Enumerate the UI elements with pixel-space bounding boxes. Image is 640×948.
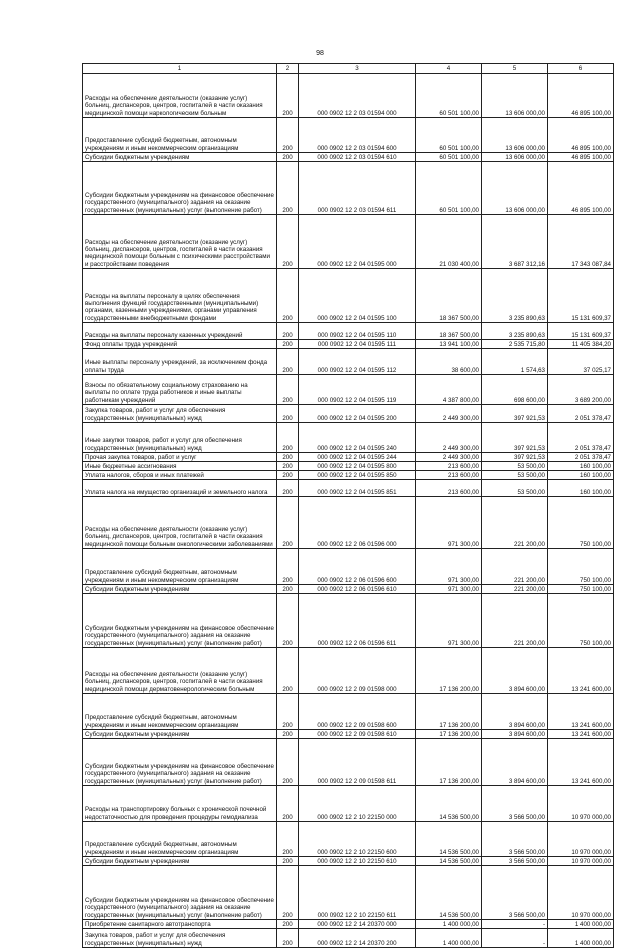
- row-unexecuted-cell: 15 131 609,37: [548, 269, 614, 323]
- row-unexecuted-cell: 2 051 378,47: [548, 405, 614, 423]
- row-code-cell: 200: [277, 375, 299, 405]
- row-executed-cell: -: [482, 929, 548, 948]
- row-code-cell: 200: [277, 920, 299, 929]
- row-approved-cell: 17 136 200,00: [416, 730, 482, 739]
- row-executed-cell: 2 535 715,80: [482, 340, 548, 349]
- table-row: [83, 648, 614, 694]
- row-executed-cell: 221 200,00: [482, 549, 548, 585]
- row-unexecuted-cell: 10 970 000,00: [548, 822, 614, 857]
- row-name-cell: Иные бюджетные ассигнования: [83, 462, 277, 471]
- row-approved-cell: 14 536 500,00: [416, 822, 482, 857]
- row-approved-cell: 18 367 500,00: [416, 269, 482, 323]
- row-unexecuted-cell: 160 100,00: [548, 480, 614, 497]
- row-kbk-cell: 000 0902 12 2 09 01598 611: [299, 739, 416, 786]
- row-name-cell: Иные выплаты персоналу учреждений, за исключением фонда оплаты труда: [83, 349, 277, 375]
- row-code-cell: 200: [277, 405, 299, 423]
- row-name-cell: Субсидии бюджетным учреждениям на финансовое обеспечение государственного (муниципального) задания на оказание государственных (муниципальных) услуг (выполнение работ): [83, 866, 277, 920]
- table-row: [83, 730, 614, 739]
- table-row: [83, 549, 614, 585]
- row-approved-cell: 1 400 000,00: [416, 929, 482, 948]
- row-executed-cell: 3 566 500,00: [482, 857, 548, 866]
- row-executed-cell: 13 606 000,00: [482, 74, 548, 118]
- row-code-cell: 200: [277, 349, 299, 375]
- row-unexecuted-cell: 2 051 378,47: [548, 423, 614, 453]
- row-unexecuted-cell: 15 131 609,37: [548, 323, 614, 340]
- row-unexecuted-cell: 13 241 600,00: [548, 739, 614, 786]
- row-unexecuted-cell: 10 970 000,00: [548, 786, 614, 822]
- row-approved-cell: 13 941 100,00: [416, 340, 482, 349]
- row-executed-cell: 13 606 000,00: [482, 162, 548, 215]
- row-kbk-cell: 000 0902 12 2 04 01595 850: [299, 471, 416, 480]
- table-row: [83, 74, 614, 118]
- row-unexecuted-cell: 46 895 100,00: [548, 74, 614, 118]
- row-executed-cell: 698 600,00: [482, 375, 548, 405]
- row-code-cell: 200: [277, 215, 299, 269]
- row-name-cell: Предоставление субсидий бюджетным, автономным учреждениям и иным некоммерческим организациям: [83, 549, 277, 585]
- row-name-cell: Субсидии бюджетным учреждениям: [83, 585, 277, 594]
- row-unexecuted-cell: 13 241 600,00: [548, 648, 614, 694]
- row-approved-cell: 2 449 300,00: [416, 405, 482, 423]
- row-executed-cell: 397 921,53: [482, 423, 548, 453]
- page-number: 98: [316, 50, 324, 57]
- row-executed-cell: 3 566 500,00: [482, 866, 548, 920]
- row-executed-cell: 53 500,00: [482, 480, 548, 497]
- row-name-cell: Расходы на обеспечение деятельности (оказание услуг) больниц, диспансеров, центров, госпиталей в части оказания медицинской помощи наркологическим больным: [83, 74, 277, 118]
- row-kbk-cell: 000 0902 12 2 04 01595 000: [299, 215, 416, 269]
- row-kbk-cell: 000 0902 12 2 03 01594 600: [299, 118, 416, 153]
- row-code-cell: 200: [277, 822, 299, 857]
- row-code-cell: 200: [277, 162, 299, 215]
- table-row: [83, 471, 614, 480]
- table-row: [83, 866, 614, 920]
- row-approved-cell: 60 501 100,00: [416, 153, 482, 162]
- row-kbk-cell: 000 0902 12 2 06 01596 610: [299, 585, 416, 594]
- row-code-cell: 200: [277, 471, 299, 480]
- row-approved-cell: 2 449 300,00: [416, 423, 482, 453]
- row-approved-cell: 60 501 100,00: [416, 118, 482, 153]
- table-row: [83, 739, 614, 786]
- row-code-cell: 200: [277, 585, 299, 594]
- row-name-cell: Уплата налогов, сборов и иных платежей: [83, 471, 277, 480]
- table-row: [83, 822, 614, 857]
- row-kbk-cell: 000 0902 12 2 04 01595 800: [299, 462, 416, 471]
- row-approved-cell: 2 449 300,00: [416, 453, 482, 462]
- row-code-cell: 200: [277, 323, 299, 340]
- row-unexecuted-cell: 13 241 600,00: [548, 730, 614, 739]
- row-unexecuted-cell: 3 689 200,00: [548, 375, 614, 405]
- row-executed-cell: 221 200,00: [482, 497, 548, 549]
- row-kbk-cell: 000 0902 12 2 03 01594 000: [299, 74, 416, 118]
- row-kbk-cell: 000 0902 12 2 04 01595 240: [299, 423, 416, 453]
- row-code-cell: 200: [277, 453, 299, 462]
- row-executed-cell: -: [482, 920, 548, 929]
- row-executed-cell: 3 687 312,16: [482, 215, 548, 269]
- row-code-cell: 200: [277, 594, 299, 648]
- row-code-cell: 200: [277, 269, 299, 323]
- column-header: 3: [299, 64, 416, 74]
- row-kbk-cell: 000 0902 12 2 10 22150 610: [299, 857, 416, 866]
- row-code-cell: 200: [277, 462, 299, 471]
- row-name-cell: Предоставление субсидий бюджетным, автономным учреждениям и иным некоммерческим организациям: [83, 822, 277, 857]
- row-kbk-cell: 000 0902 12 2 09 01598 610: [299, 730, 416, 739]
- row-kbk-cell: 000 0902 12 2 10 22150 000: [299, 786, 416, 822]
- row-unexecuted-cell: 1 400 000,00: [548, 929, 614, 948]
- budget-table: [82, 63, 614, 948]
- column-header: 5: [482, 64, 548, 74]
- row-code-cell: 200: [277, 739, 299, 786]
- table-row: [83, 405, 614, 423]
- row-executed-cell: 53 500,00: [482, 471, 548, 480]
- row-executed-cell: 3 894 600,00: [482, 648, 548, 694]
- row-name-cell: Субсидии бюджетным учреждениям: [83, 153, 277, 162]
- row-executed-cell: 3 894 600,00: [482, 739, 548, 786]
- row-name-cell: Иные закупки товаров, работ и услуг для обеспечения государственных (муниципальных) нужд: [83, 423, 277, 453]
- row-name-cell: Предоставление субсидий бюджетным, автономным учреждениям и иным некоммерческим организациям: [83, 694, 277, 730]
- row-kbk-cell: 000 0902 12 2 06 01596 611: [299, 594, 416, 648]
- row-name-cell: Закупка товаров, работ и услуг для обеспечения государственных (муниципальных) нужд: [83, 929, 277, 948]
- row-kbk-cell: 000 0902 12 2 04 01595 112: [299, 349, 416, 375]
- row-name-cell: Расходы на обеспечение деятельности (оказание услуг) больниц, диспансеров, центров, госпиталей в части оказания медицинской помощи больным онкологическими заболеваниями: [83, 497, 277, 549]
- row-code-cell: 200: [277, 549, 299, 585]
- column-header: 6: [548, 64, 614, 74]
- row-unexecuted-cell: 17 343 087,84: [548, 215, 614, 269]
- table-row: [83, 480, 614, 497]
- row-name-cell: Уплата налога на имущество организаций и земельного налога: [83, 480, 277, 497]
- row-approved-cell: 21 030 400,00: [416, 215, 482, 269]
- row-executed-cell: 3 566 500,00: [482, 786, 548, 822]
- row-name-cell: Расходы на транспортировку больных с хронической почечной недостаточностью для проведения процедуры гемодиализа: [83, 786, 277, 822]
- row-executed-cell: 221 200,00: [482, 585, 548, 594]
- row-approved-cell: 213 600,00: [416, 471, 482, 480]
- table-row: [83, 323, 614, 340]
- row-name-cell: Расходы на обеспечение деятельности (оказание услуг) больниц, диспансеров, центров, госпиталей в части оказания медицинской помощи больным с психическими расстройствами и расстройствами поведения: [83, 215, 277, 269]
- row-executed-cell: 3 235 890,63: [482, 269, 548, 323]
- row-unexecuted-cell: 2 051 378,47: [548, 453, 614, 462]
- column-header: 1: [83, 64, 277, 74]
- row-kbk-cell: 000 0902 12 2 04 01595 111: [299, 340, 416, 349]
- row-approved-cell: 213 600,00: [416, 462, 482, 471]
- row-kbk-cell: 000 0902 12 2 04 01595 119: [299, 375, 416, 405]
- row-name-cell: Субсидии бюджетным учреждениям на финансовое обеспечение государственного (муниципального) задания на оказание государственных (муниципальных) услуг (выполнение работ): [83, 739, 277, 786]
- table-row: [83, 453, 614, 462]
- row-kbk-cell: 000 0902 12 2 06 01596 000: [299, 497, 416, 549]
- row-name-cell: Предоставление субсидий бюджетным, автономным учреждениям и иным некоммерческим организациям: [83, 118, 277, 153]
- row-name-cell: Субсидии бюджетным учреждениям: [83, 730, 277, 739]
- row-approved-cell: 14 536 500,00: [416, 857, 482, 866]
- row-name-cell: Расходы на обеспечение деятельности (оказание услуг) больниц, диспансеров, центров, госпиталей в части оказания медицинской помощи дерматовенерологическим больным: [83, 648, 277, 694]
- row-kbk-cell: 000 0902 12 2 04 01595 110: [299, 323, 416, 340]
- row-kbk-cell: 000 0902 12 2 03 01594 611: [299, 162, 416, 215]
- row-approved-cell: 971 300,00: [416, 594, 482, 648]
- table-row: [83, 920, 614, 929]
- row-executed-cell: 221 200,00: [482, 594, 548, 648]
- row-name-cell: Расходы на выплаты персоналу в целях обеспечения выполнения функций государственными (муниципальными) органами, казенными учреждениями, органами управления государственными внебюджетными фондами: [83, 269, 277, 323]
- row-code-cell: 200: [277, 857, 299, 866]
- row-executed-cell: 3 894 600,00: [482, 730, 548, 739]
- table-row: [83, 423, 614, 453]
- row-kbk-cell: 000 0902 12 2 06 01596 600: [299, 549, 416, 585]
- row-approved-cell: 17 136 200,00: [416, 648, 482, 694]
- row-code-cell: 200: [277, 497, 299, 549]
- row-executed-cell: 53 500,00: [482, 462, 548, 471]
- row-unexecuted-cell: 750 100,00: [548, 497, 614, 549]
- row-kbk-cell: 000 0902 12 2 14 20370 200: [299, 929, 416, 948]
- row-unexecuted-cell: 10 970 000,00: [548, 866, 614, 920]
- row-executed-cell: 1 574,63: [482, 349, 548, 375]
- row-kbk-cell: 000 0902 12 2 09 01598 000: [299, 648, 416, 694]
- row-unexecuted-cell: 160 100,00: [548, 462, 614, 471]
- row-unexecuted-cell: 160 100,00: [548, 471, 614, 480]
- table-row: [83, 349, 614, 375]
- row-approved-cell: 1 400 000,00: [416, 920, 482, 929]
- row-kbk-cell: 000 0902 12 2 04 01595 100: [299, 269, 416, 323]
- row-unexecuted-cell: 750 100,00: [548, 594, 614, 648]
- row-name-cell: Приобретение санитарного автотранспорта: [83, 920, 277, 929]
- row-approved-cell: 971 300,00: [416, 549, 482, 585]
- row-unexecuted-cell: 13 241 600,00: [548, 694, 614, 730]
- table-row: [83, 594, 614, 648]
- row-approved-cell: 971 300,00: [416, 497, 482, 549]
- row-unexecuted-cell: 46 895 100,00: [548, 153, 614, 162]
- row-executed-cell: 397 921,53: [482, 405, 548, 423]
- row-executed-cell: 3 894 600,00: [482, 694, 548, 730]
- row-code-cell: 200: [277, 929, 299, 948]
- table-row: [83, 497, 614, 549]
- row-unexecuted-cell: 10 970 000,00: [548, 857, 614, 866]
- row-executed-cell: 13 606 000,00: [482, 153, 548, 162]
- row-unexecuted-cell: 11 405 384,20: [548, 340, 614, 349]
- row-unexecuted-cell: 46 895 100,00: [548, 118, 614, 153]
- table-body: [83, 74, 614, 948]
- table-row: [83, 462, 614, 471]
- row-unexecuted-cell: 46 895 100,00: [548, 162, 614, 215]
- table-row: [83, 269, 614, 323]
- row-code-cell: 200: [277, 648, 299, 694]
- row-approved-cell: 17 136 200,00: [416, 739, 482, 786]
- row-approved-cell: 14 536 500,00: [416, 866, 482, 920]
- column-header: 4: [416, 64, 482, 74]
- row-approved-cell: 971 300,00: [416, 585, 482, 594]
- row-approved-cell: 14 536 500,00: [416, 786, 482, 822]
- row-code-cell: 200: [277, 786, 299, 822]
- row-name-cell: Субсидии бюджетным учреждениям на финансовое обеспечение государственного (муниципального) задания на оказание государственных (муниципальных) услуг (выполнение работ): [83, 594, 277, 648]
- row-unexecuted-cell: 1 400 000,00: [548, 920, 614, 929]
- row-unexecuted-cell: 750 100,00: [548, 549, 614, 585]
- row-name-cell: Расходы на выплаты персоналу казенных учреждений: [83, 323, 277, 340]
- row-approved-cell: 60 501 100,00: [416, 162, 482, 215]
- row-code-cell: 200: [277, 480, 299, 497]
- row-code-cell: 200: [277, 118, 299, 153]
- row-approved-cell: 38 600,00: [416, 349, 482, 375]
- table-row: [83, 215, 614, 269]
- table-row: [83, 162, 614, 215]
- row-unexecuted-cell: 37 025,17: [548, 349, 614, 375]
- table-row: [83, 340, 614, 349]
- column-header: 2: [277, 64, 299, 74]
- table-row: [83, 375, 614, 405]
- row-code-cell: 200: [277, 423, 299, 453]
- row-code-cell: 200: [277, 153, 299, 162]
- row-approved-cell: 213 600,00: [416, 480, 482, 497]
- row-kbk-cell: 000 0902 12 2 09 01598 600: [299, 694, 416, 730]
- table-row: [83, 585, 614, 594]
- table-row: [83, 153, 614, 162]
- row-code-cell: 200: [277, 74, 299, 118]
- row-kbk-cell: 000 0902 12 2 10 22150 600: [299, 822, 416, 857]
- row-name-cell: Закупка товаров, работ и услуг для обеспечения государственных (муниципальных) нужд: [83, 405, 277, 423]
- row-name-cell: Прочая закупка товаров, работ и услуг: [83, 453, 277, 462]
- row-code-cell: 200: [277, 866, 299, 920]
- table-row: [83, 694, 614, 730]
- row-kbk-cell: 000 0902 12 2 14 20370 000: [299, 920, 416, 929]
- row-code-cell: 200: [277, 340, 299, 349]
- row-approved-cell: 17 136 200,00: [416, 694, 482, 730]
- row-code-cell: 200: [277, 730, 299, 739]
- table-row: [83, 857, 614, 866]
- row-kbk-cell: 000 0902 12 2 04 01595 244: [299, 453, 416, 462]
- row-kbk-cell: 000 0902 12 2 04 01595 851: [299, 480, 416, 497]
- table-row: [83, 929, 614, 948]
- row-name-cell: Фонд оплаты труда учреждений: [83, 340, 277, 349]
- table-row: [83, 786, 614, 822]
- row-approved-cell: 18 367 500,00: [416, 323, 482, 340]
- row-kbk-cell: 000 0902 12 2 04 01595 200: [299, 405, 416, 423]
- table-row: [83, 118, 614, 153]
- row-kbk-cell: 000 0902 12 2 03 01594 610: [299, 153, 416, 162]
- row-code-cell: 200: [277, 694, 299, 730]
- row-approved-cell: 60 501 100,00: [416, 74, 482, 118]
- table-header-row: [83, 64, 614, 74]
- row-name-cell: Субсидии бюджетным учреждениям на финансовое обеспечение государственного (муниципального) задания на оказание государственных (муниципальных) услуг (выполнение работ): [83, 162, 277, 215]
- row-executed-cell: 13 606 000,00: [482, 118, 548, 153]
- row-executed-cell: 397 921,53: [482, 453, 548, 462]
- row-kbk-cell: 000 0902 12 2 10 22150 611: [299, 866, 416, 920]
- row-name-cell: Субсидии бюджетным учреждениям: [83, 857, 277, 866]
- row-name-cell: Взносы по обязательному социальному страхованию на выплаты по оплате труда работников и иные выплаты работникам учреждений: [83, 375, 277, 405]
- row-executed-cell: 3 566 500,00: [482, 822, 548, 857]
- row-executed-cell: 3 235 890,63: [482, 323, 548, 340]
- row-unexecuted-cell: 750 100,00: [548, 585, 614, 594]
- row-approved-cell: 4 387 800,00: [416, 375, 482, 405]
